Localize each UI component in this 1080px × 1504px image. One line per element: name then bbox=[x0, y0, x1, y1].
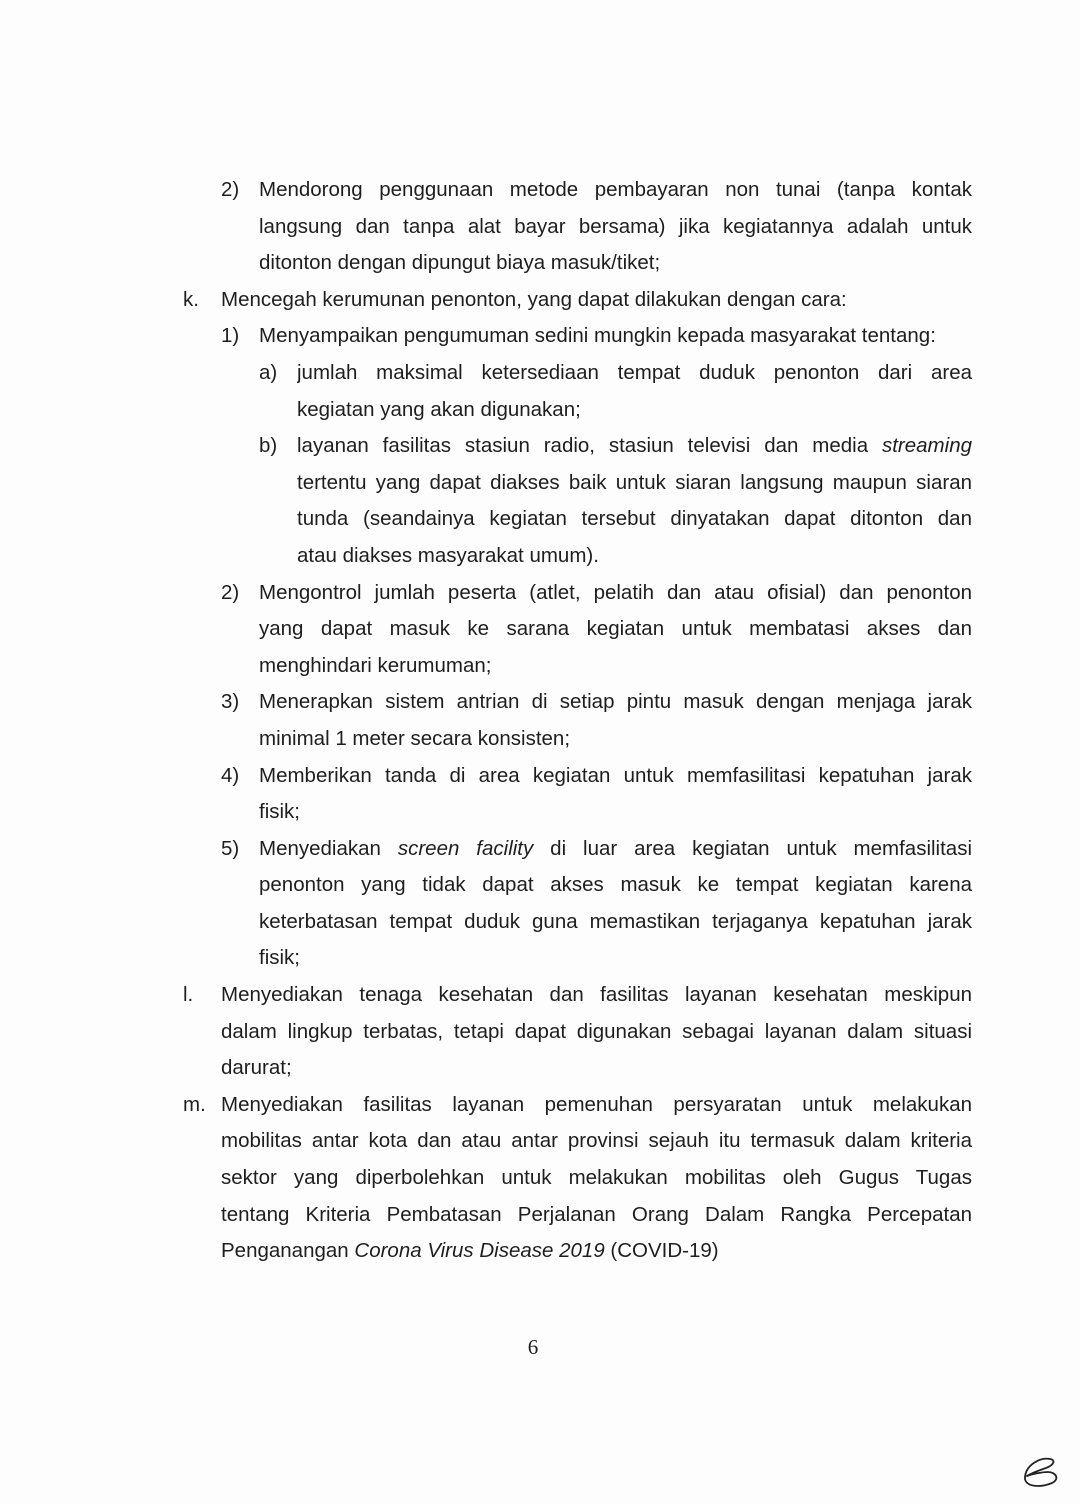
line-text bbox=[259, 172, 972, 209]
text-run: (COVID-19) bbox=[604, 1239, 719, 1263]
document-line bbox=[0, 831, 1080, 868]
line-text bbox=[221, 282, 972, 319]
document-line bbox=[0, 465, 1080, 502]
text-run: Mendorong penggunaan metode pembayaran non tunai (tanpa kontak bbox=[259, 178, 972, 201]
document-line bbox=[0, 648, 1080, 685]
text-run: di luar area kegiatan untuk memfasilitasi bbox=[533, 836, 972, 860]
document-line bbox=[0, 318, 1080, 355]
text-run: mobilitas antar kota dan atau antar provinsi sejauh itu termasuk dalam kriteria bbox=[221, 1129, 972, 1153]
text-run: tunda (seandainya kegiatan tersebut dinyatakan dapat ditonton dan bbox=[297, 507, 972, 531]
line-text bbox=[221, 1050, 972, 1087]
line-text bbox=[297, 465, 972, 502]
text-run: langsung dan tanpa alat bayar bersama) jika kegiatannya adalah untuk bbox=[259, 214, 972, 238]
document-line bbox=[0, 1160, 1080, 1197]
line-text bbox=[259, 794, 972, 831]
line-text bbox=[297, 501, 972, 538]
document-line bbox=[0, 245, 1080, 282]
list-marker: b) bbox=[259, 434, 278, 458]
text-run: Mengontrol jumlah peserta (atlet, pelatih dan atau ofisial) dan penonton bbox=[259, 580, 972, 604]
line-text bbox=[297, 392, 972, 429]
document-line bbox=[0, 1123, 1080, 1160]
text-run: Menyampaikan pengumuman sedini mungkin kepada masyarakat tentang: bbox=[259, 324, 936, 348]
text-run: Menyediakan fasilitas layanan pemenuhan persyaratan untuk melakukan bbox=[221, 1092, 972, 1116]
document-line bbox=[0, 867, 1080, 904]
document-line bbox=[0, 355, 1080, 392]
document-line bbox=[0, 209, 1080, 246]
line-text bbox=[221, 1087, 972, 1124]
text-run: kegiatan yang akan digunakan; bbox=[297, 397, 581, 421]
line-text bbox=[259, 245, 972, 282]
document-line bbox=[0, 1014, 1080, 1051]
document-line bbox=[0, 392, 1080, 429]
text-run: dalam lingkup terbatas, tetapi dapat digunakan sebagai layanan dalam situasi bbox=[221, 1019, 972, 1043]
document-line bbox=[0, 940, 1080, 977]
line-text bbox=[259, 721, 972, 758]
text-run: jumlah maksimal ketersediaan tempat duduk penonton dari area bbox=[297, 360, 972, 384]
line-text bbox=[297, 538, 972, 575]
text-run: Penganangan bbox=[221, 1239, 355, 1263]
line-text bbox=[221, 1160, 972, 1197]
line-text bbox=[259, 904, 972, 941]
line-text bbox=[297, 428, 972, 465]
line-text bbox=[221, 1014, 972, 1051]
line-text bbox=[259, 940, 972, 977]
text-run: yang dapat masuk ke sarana kegiatan untuk membatasi akses dan bbox=[259, 617, 972, 641]
document-line bbox=[0, 977, 1080, 1014]
document-line bbox=[0, 172, 1080, 209]
line-text bbox=[259, 611, 972, 648]
line-text bbox=[221, 1197, 972, 1234]
line-text bbox=[259, 867, 972, 904]
text-run: Menyediakan bbox=[259, 836, 398, 860]
list-marker: 2) bbox=[221, 178, 240, 201]
line-text bbox=[221, 1233, 972, 1270]
list-marker: 5) bbox=[221, 836, 240, 860]
list-marker: m. bbox=[183, 1092, 206, 1116]
text-run: menghindari kerumuman; bbox=[259, 653, 492, 677]
text-run: keterbatasan tempat duduk guna memastikan terjaganya kepatuhan jarak bbox=[259, 909, 972, 933]
document-line bbox=[0, 904, 1080, 941]
text-run: atau diakses masyarakat umum). bbox=[297, 543, 599, 567]
text-run: layanan fasilitas stasiun radio, stasiun televisi dan media bbox=[297, 434, 882, 458]
document-line bbox=[0, 794, 1080, 831]
document-line bbox=[0, 1197, 1080, 1234]
document-line bbox=[0, 611, 1080, 648]
text-run: tentang Kriteria Pembatasan Perjalanan Orang Dalam Rangka Percepatan bbox=[221, 1202, 972, 1226]
italic-term: Corona Virus Disease 2019 bbox=[354, 1239, 605, 1263]
document-line bbox=[0, 684, 1080, 721]
document-line bbox=[0, 1050, 1080, 1087]
document-line bbox=[0, 721, 1080, 758]
document-line bbox=[0, 282, 1080, 319]
line-text bbox=[221, 1123, 972, 1160]
list-marker: 4) bbox=[221, 763, 240, 787]
text-run: ditonton dengan dipungut biaya masuk/tiket; bbox=[259, 251, 661, 275]
text-run: minimal 1 meter secara konsisten; bbox=[259, 726, 571, 750]
line-text bbox=[297, 355, 972, 392]
text-run: sektor yang diperbolehkan untuk melakukan mobilitas oleh Gugus Tugas bbox=[221, 1166, 972, 1190]
italic-term: streaming bbox=[881, 434, 972, 458]
line-text bbox=[259, 758, 972, 795]
text-run: fisik; bbox=[259, 946, 300, 970]
text-run: Menerapkan sistem antrian di setiap pintu masuk dengan menjaga jarak bbox=[259, 690, 972, 714]
document-line bbox=[0, 575, 1080, 612]
line-text bbox=[259, 831, 972, 868]
list-marker: l. bbox=[183, 983, 194, 1007]
list-marker: a) bbox=[259, 360, 278, 384]
list-marker: k. bbox=[183, 287, 199, 311]
list-marker: 1) bbox=[221, 324, 240, 348]
text-run: fisik; bbox=[259, 800, 300, 824]
text-run: penonton yang tidak dapat akses masuk ke tempat kegiatan karena bbox=[259, 873, 972, 897]
line-text bbox=[259, 209, 972, 246]
line-text bbox=[259, 684, 972, 721]
list-marker: 3) bbox=[221, 690, 240, 714]
line-text bbox=[259, 575, 972, 612]
document-line bbox=[0, 1233, 1080, 1270]
italic-term: screen facility bbox=[397, 836, 534, 860]
text-run: tertentu yang dapat diakses baik untuk siaran langsung maupun siaran bbox=[297, 470, 972, 494]
document-line bbox=[0, 501, 1080, 538]
page-number: 6 bbox=[527, 1335, 539, 1359]
text-run: darurat; bbox=[221, 1056, 292, 1080]
text-run: Mencegah kerumunan penonton, yang dapat dilakukan dengan cara: bbox=[221, 287, 847, 311]
document-line bbox=[0, 758, 1080, 795]
line-text bbox=[259, 318, 972, 355]
document-body bbox=[0, 172, 1080, 1270]
line-text bbox=[259, 648, 972, 685]
text-run: Menyediakan tenaga kesehatan dan fasilitas layanan kesehatan meskipun bbox=[221, 983, 972, 1007]
document-line bbox=[0, 428, 1080, 465]
line-text bbox=[221, 977, 972, 1014]
handwritten-initial bbox=[1020, 1455, 1064, 1491]
document-line bbox=[0, 1087, 1080, 1124]
text-run: Memberikan tanda di area kegiatan untuk memfasilitasi kepatuhan jarak bbox=[259, 763, 972, 787]
list-marker: 2) bbox=[221, 580, 240, 604]
document-line bbox=[0, 538, 1080, 575]
